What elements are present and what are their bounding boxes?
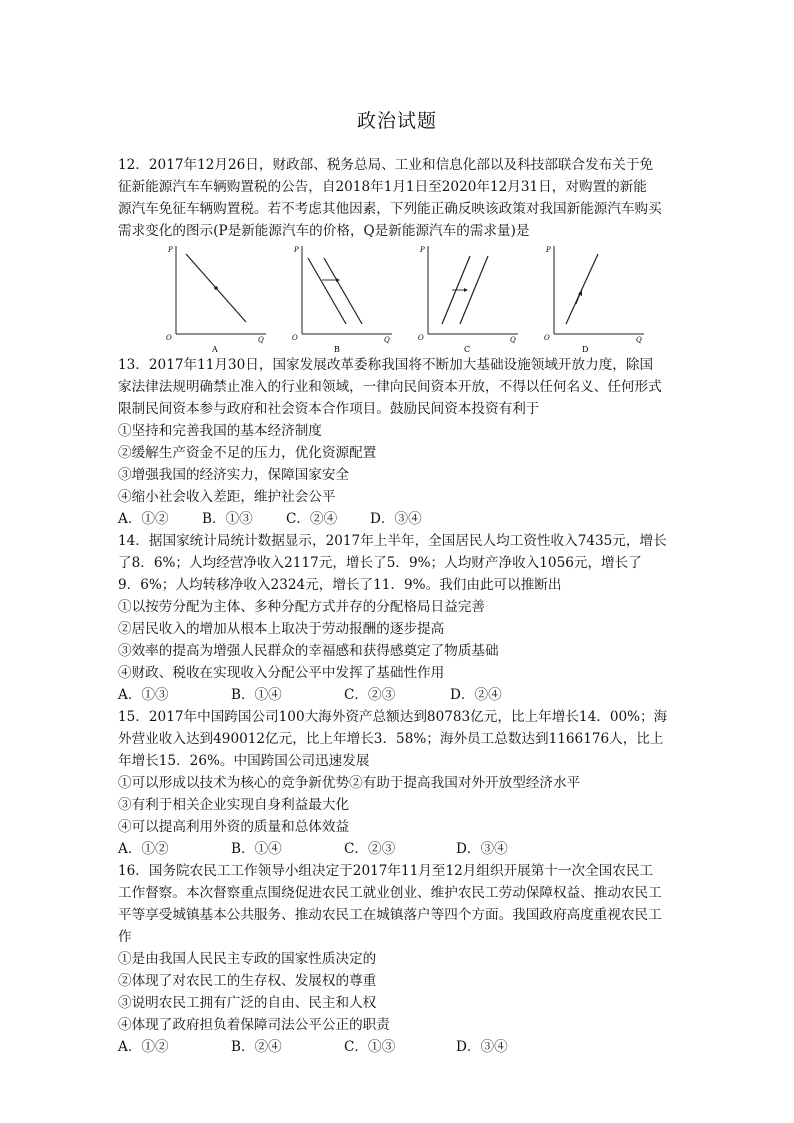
graph-c-svg — [410, 242, 522, 354]
question-14-statement: ②居民收入的增加从根本上取决于劳动报酬的逐步提高 — [118, 621, 445, 637]
graph-a-label: A — [212, 345, 218, 354]
question-16-line: 平等享受城镇基本公共服务、推动农民工在城镇落户等四个方面。我国政府高度重视农民工 — [118, 907, 662, 923]
point-icon — [214, 286, 218, 290]
graph-c-label: C — [464, 345, 471, 354]
option-b[interactable]: B．①③ — [202, 511, 253, 527]
question-15-line: 15．2017年中国跨国公司100大海外资产总额达到80783亿元，比上年增长14．00%；海 — [118, 709, 668, 725]
question-13-options — [118, 508, 686, 530]
question-14-options — [118, 684, 686, 706]
question-15 — [118, 706, 686, 860]
option-a[interactable]: A．①② — [118, 511, 169, 527]
question-15-statement: ③有利于相关企业实现自身利益最大化 — [118, 797, 350, 813]
option-d[interactable]: D．③④ — [456, 1039, 508, 1055]
option-c[interactable]: C．②③ — [344, 687, 396, 703]
option-d[interactable]: D．③④ — [456, 841, 508, 857]
question-13 — [118, 354, 686, 530]
option-a[interactable]: A．①② — [118, 1039, 169, 1055]
option-c[interactable]: C．②④ — [286, 511, 338, 527]
question-14-statement: ④财政、税收在实现收入分配公平中发挥了基础性作用 — [118, 665, 445, 681]
question-16-line: 16．国务院农民工工作领导小组决定于2017年11月至12月组织开展第十一次全国农民工 — [118, 863, 654, 879]
question-16 — [118, 860, 686, 1058]
graph-c-axis-q: Q — [510, 336, 516, 344]
question-15-statement: ④可以提高利用外资的质量和总体效益 — [118, 819, 350, 835]
question-14-line: 了8．6%；人均经营净收入2117元，增长了5．9%；人均财产净收入1056元，增长了 — [118, 555, 642, 571]
option-c[interactable]: C．①③ — [344, 1039, 396, 1055]
graph-b-label: B — [334, 345, 340, 354]
graph-c-axis-p: P — [420, 246, 425, 254]
graph-d — [536, 242, 648, 354]
question-14-line: 9．6%；人均转移净收入2324元，增长了11．9%。我们由此可以推断出 — [118, 577, 562, 593]
question-13-statement: ①坚持和完善我国的基本经济制度 — [118, 423, 322, 439]
question-12 — [118, 154, 686, 354]
question-13-line: 家法律法规明确禁止准入的行业和领域，一律向民间资本开放，不得以任何名义、任何形式 — [118, 379, 662, 395]
question-13-statement: ④缩小社会收入差距，维护社会公平 — [118, 489, 336, 505]
graph-d-axis-o: O — [544, 334, 550, 342]
graph-d-svg — [536, 242, 648, 354]
question-16-statement: ②体现了对农民工的生存权、发展权的尊重 — [118, 973, 377, 989]
question-16-line: 工作督察。本次督察重点围绕促进农民工就业创业、维护农民工劳动保障权益、推动农民工 — [118, 885, 662, 901]
page-title: 政治试题 — [356, 110, 437, 132]
question-13-statement: ②缓解生产资金不足的压力，优化资源配置 — [118, 445, 377, 461]
question-14 — [118, 530, 686, 706]
question-15-statement: ①可以形成以技术为核心的竞争新优势②有助于提高我国对外开放型经济水平 — [118, 775, 581, 791]
graph-a-axis-p: P — [168, 246, 173, 254]
graph-b-axis-p: P — [294, 246, 299, 254]
graph-c — [410, 242, 522, 354]
graph-b-axis-o: O — [292, 334, 298, 342]
question-13-statement: ③增强我国的经济实力，保障国家安全 — [118, 467, 350, 483]
question-16-options — [118, 1036, 686, 1058]
option-b[interactable]: B．①④ — [231, 841, 282, 857]
option-b[interactable]: B．①④ — [231, 687, 282, 703]
arrow-up-icon — [576, 294, 580, 304]
graph-d-label: D — [582, 345, 589, 354]
option-d[interactable]: D．②④ — [450, 687, 502, 703]
graph-a-axis-o: O — [166, 334, 172, 342]
question-14-line: 14．据国家统计局统计数据显示，2017年上半年，全国居民人均工资性收入7435元，增长 — [118, 533, 667, 549]
option-a[interactable]: A．①③ — [118, 687, 169, 703]
question-14-statement: ③效率的提高为增强人民群众的幸福感和获得感奠定了物质基础 — [118, 643, 499, 659]
question-12-line: 12．2017年12月26日，财政部、税务总局、工业和信息化部以及科技部联合发布关于免 — [118, 157, 654, 173]
question-13-line: 限制民间资本参与政府和社会资本合作项目。鼓励民间资本投资有利于 — [118, 401, 540, 417]
question-12-line: 需求变化的图示(P是新能源汽车的价格，Q是新能源汽车的需求量)是 — [118, 223, 530, 239]
option-d[interactable]: D．③④ — [370, 511, 422, 527]
graph-b-axis-q: Q — [384, 336, 390, 344]
question-16-line: 作 — [118, 929, 132, 945]
question-15-options — [118, 838, 686, 860]
question-15-line: 年增长15．26%。中国跨国公司迅速发展 — [118, 753, 370, 769]
graph-d-axis-p: P — [546, 246, 551, 254]
option-c[interactable]: C．②③ — [344, 841, 396, 857]
question-16-statement: ④体现了政府担负着保障司法公平公正的职责 — [118, 1017, 390, 1033]
graph-a — [158, 242, 270, 354]
demand-graphs — [118, 242, 686, 354]
question-16-statement: ③说明农民工拥有广泛的自由、民主和人权 — [118, 995, 377, 1011]
graph-b — [284, 242, 396, 354]
question-13-line: 13．2017年11月30日，国家发展改革委称我国将不断加大基础设施领域开放力度，除国 — [118, 357, 654, 373]
option-a[interactable]: A．①② — [118, 841, 169, 857]
graph-c-axis-o: O — [418, 334, 424, 342]
question-16-statement: ①是由我国人民民主专政的国家性质决定的 — [118, 951, 377, 967]
question-12-line: 源汽车免征车辆购置税。若不考虑其他因素，下列能正确反映该政策对我国新能源汽车购买 — [118, 201, 662, 217]
graph-a-svg — [158, 242, 270, 354]
graph-a-axis-q: Q — [258, 336, 264, 344]
question-12-line: 征新能源汽车车辆购置税的公告，自2018年1月1日至2020年12月31日，对购置的新能 — [118, 179, 647, 195]
question-14-statement: ①以按劳分配为主体、多种分配方式并存的分配格局日益完善 — [118, 599, 486, 615]
option-b[interactable]: B．②④ — [231, 1039, 282, 1055]
graph-d-axis-q: Q — [636, 336, 642, 344]
question-15-line: 外营业收入达到490012亿元，比上年增长3．58%；海外员工总数达到1166176人，比上 — [118, 731, 664, 747]
graph-b-svg — [284, 242, 396, 354]
exam-content — [118, 154, 686, 1058]
